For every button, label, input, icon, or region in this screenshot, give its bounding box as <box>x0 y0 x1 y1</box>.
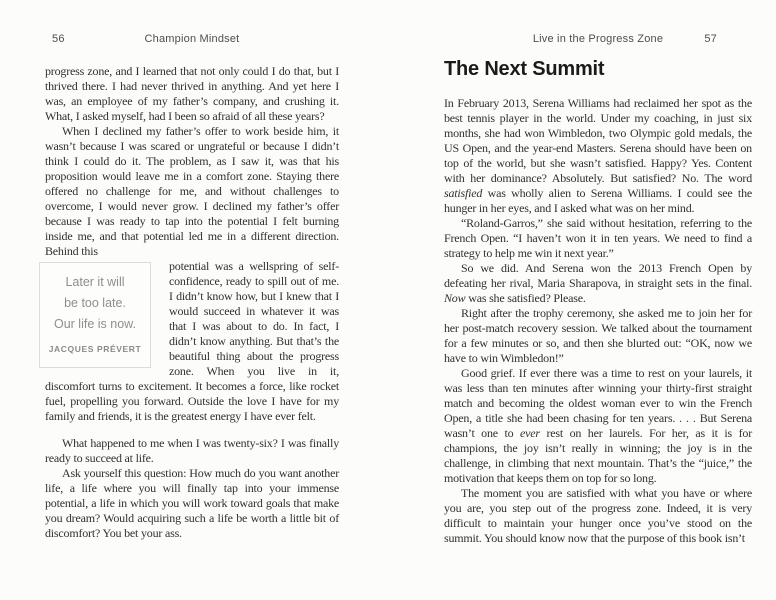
paragraph-roland-garros: “Roland-Garros,” she said without hesitation, referring to the French Open. “I haven’t won it in ten years. We need to find a strategy to help me win it next year.” <box>444 216 752 260</box>
paragraph-decline <box>45 124 339 259</box>
paragraph-trophy-ceremony: Right after the trophy ceremony, she asked me to join her for her post-match recovery session. We talked about the tournament for a few minutes or so, and then she blurted out: “OK, now we have to win Wimbledon!” <box>444 306 752 365</box>
pull-quote-attribution: JACQUES PRÉVERT <box>48 344 142 354</box>
paragraph-the-moment: The moment you are satisfied with what you have or where you are, you step out of the progress zone. Indeed, it is very difficult to maintain your hunger once you’ve stood on the summit. You should know now that the purpose of this book isn’t <box>444 486 752 545</box>
page-body-right <box>444 96 752 546</box>
paragraph-what-happened: What happened to me when I was twenty-six? I was finally ready to succeed at life. <box>45 436 339 465</box>
running-header-left <box>45 33 339 47</box>
paragraph-serena-intro: In February 2013, Serena Williams had reclaimed her spot as the best tennis player in the world. Under my coaching, in just six months, she had won Wimbledon, two Olympic gold medals, the US Open, and the year-end Masters. Serena should have been on top of the world, but she wasn’t satisfied. Happy? Yes. Content with her dominance? Absolutely. But satisfied? No. The word satisfied was wholly alien to Serena Williams. I could see the hunger in her eyes, and I asked what was on her mind. <box>444 96 752 215</box>
running-header-right <box>444 33 752 47</box>
paragraph-decline-after-quote: potential was a wellspring of self-confidence, ready to spill out of me. I didn’t know how, but I knew that I would succeed in whatever it was that I was about to do. In fact, I didn’t know anything. But that’s the beautiful thing about the progress zone. When you live in it, discomfort turns to excitement. It becomes a force, like rocket fuel, propelling you forward. Outside the love I have for my family and friends, it is the greatest energy I have ever felt. <box>45 259 339 423</box>
page-body-left <box>45 64 339 541</box>
paragraph-continuation: progress zone, and I learned that not only could I do that, but I thrived there. I had never thrived in anything. And yet here I was, an employee of my father’s company, and crushing it. What, I asked myself, had I been so afraid of all these years? <box>45 64 339 123</box>
pull-quote-line-3: Our life is now. <box>54 317 136 331</box>
section-heading: The Next Summit <box>444 58 605 80</box>
paragraph-good-grief: Good grief. If ever there was a time to rest on your laurels, it was less than ten minutes after winning your thirty-first straight match and becoming the oldest woman ever to win the French Open, a title she had been chasing for ten years. . . . But Serena wasn’t one to ever rest on her laurels. For her, as it is for champions, the joy isn’t really in winning; the joy is in the challenge, in climbing that next mountain. That’s the “juice,” the motivation that keeps them on top for so long. <box>444 366 752 485</box>
page-number-right: 57 <box>704 33 717 45</box>
pull-quote-box <box>39 262 151 368</box>
page-right <box>444 0 752 600</box>
running-head-left: Champion Mindset <box>144 33 240 45</box>
paragraph-so-we-did: So we did. And Serena won the 2013 French Open by defeating her rival, Maria Sharapova, in straight sets in the final. Now was she satisfied? Please. <box>444 261 752 305</box>
pull-quote-line-2: be too late. <box>64 296 126 310</box>
paragraph-decline-before-quote: When I declined my father’s offer to work beside him, it wasn’t because I was scared or ungrateful or because I didn’t think I could do it. The problem, as I saw it, was that his proposition would leave me in a comfort zone. Staying there offered no challenge for me, and without challenges to overcome, I would never grow. I declined my father’s offer because I was ready to tap into the potential I felt burning inside me, and that potential led me in a different direction. Behind this <box>45 124 339 258</box>
pull-quote-line-1: Later it will <box>65 275 125 289</box>
paragraph-ask-yourself: Ask yourself this question: How much do you want another life, a life where you will finally tap into your immense potential, a life in which you will work toward goals that make you dream? Would acquiring such a life be worth a little bit of discomfort? You bet your ass. <box>45 466 339 540</box>
running-head-right: Live in the Progress Zone <box>532 33 664 45</box>
page-left <box>45 0 339 600</box>
page-number-left: 56 <box>52 33 65 45</box>
